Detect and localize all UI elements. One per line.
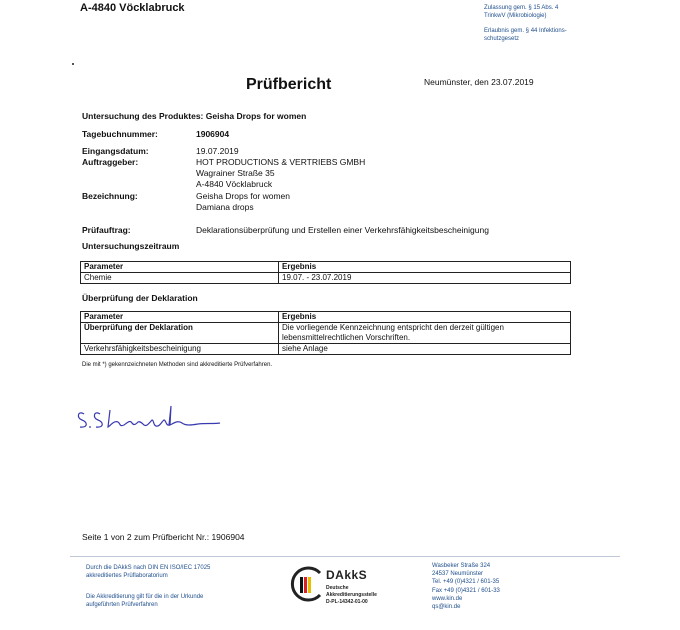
table-row bbox=[81, 344, 571, 355]
pruefauftrag-label: Prüfauftrag: bbox=[82, 225, 131, 235]
signature bbox=[74, 396, 224, 441]
result-line: Die vorliegende Kennzeichnung entspricht den derzeit gültigen bbox=[282, 323, 504, 332]
table-cell: Überprüfung der Deklaration bbox=[81, 323, 279, 344]
footer-line: akkreditiertes Prüflaboratorium bbox=[86, 573, 168, 579]
logo-line: Akkreditierungsstelle bbox=[326, 592, 377, 598]
table-cell bbox=[279, 323, 571, 344]
contact-line: Tel. +49 (0)4321 / 601-35 bbox=[432, 579, 500, 586]
footer-divider bbox=[70, 556, 620, 557]
pruefauftrag-value: Deklarationsüberprüfung und Erstellen einer Verkehrsfähigkeitsbescheinigung bbox=[196, 225, 489, 235]
report-title: Prüfbericht bbox=[246, 76, 332, 93]
contact-line: 24537 Neumünster bbox=[432, 571, 484, 578]
website-link[interactable]: www.kin.de bbox=[432, 595, 463, 602]
auftrag-line: A-4840 Vöcklabruck bbox=[196, 179, 273, 189]
table-row bbox=[81, 273, 571, 284]
table-cell: siehe Anlage bbox=[279, 344, 571, 355]
page-info: Seite 1 von 2 zum Prüfbericht Nr.: 1906904 bbox=[82, 532, 245, 542]
column-header-parameter: Parameter bbox=[81, 312, 279, 323]
bezeichnung-line: Geisha Drops for women bbox=[196, 191, 291, 201]
table-cell: 19.07. - 23.07.2019 bbox=[279, 273, 571, 284]
accreditation-note-line: Zulassung gem. § 15 Abs. 4 bbox=[484, 5, 559, 11]
table-row bbox=[81, 323, 571, 344]
fold-mark bbox=[72, 63, 74, 65]
accreditation-note-line: Erlaubnis gem. § 44 Infektions- bbox=[484, 28, 567, 34]
table-cell: Chemie bbox=[81, 273, 279, 284]
deklaration-heading: Überprüfung der Deklaration bbox=[82, 293, 198, 303]
dakks-logo bbox=[286, 565, 406, 615]
footer-line: Durch die DAkkS nach DIN EN ISO/IEC 17025 bbox=[86, 565, 211, 571]
email-link[interactable]: qs@kin.de bbox=[432, 604, 461, 611]
tagebuch-value: 1906904 bbox=[196, 129, 230, 139]
eingang-label: Eingangsdatum: bbox=[82, 146, 149, 156]
logo-line: D-PL-14342-01-00 bbox=[326, 599, 368, 605]
table-header-row bbox=[81, 262, 571, 273]
footer-line: Die Akkreditierung gilt für die in der Urkunde bbox=[86, 594, 204, 600]
logo-wordmark: DAkkS bbox=[326, 568, 368, 582]
column-header-parameter: Parameter bbox=[81, 262, 279, 273]
report-date: Neumünster, den 23.07.2019 bbox=[424, 77, 534, 87]
auftrag-label: Auftraggeber: bbox=[82, 157, 139, 167]
accreditation-note-line: schutzgesetz bbox=[484, 36, 520, 42]
auftrag-line: Wagrainer Straße 35 bbox=[196, 168, 275, 178]
logo-line: Deutsche bbox=[326, 585, 349, 591]
signature-graphic bbox=[74, 396, 224, 436]
footer-line: aufgeführten Prüfverfahren bbox=[86, 602, 158, 608]
contact-line: Wasbeker Straße 324 bbox=[432, 563, 491, 569]
zeitraum-table bbox=[80, 261, 571, 284]
eingang-value: 19.07.2019 bbox=[196, 146, 239, 156]
report-subject: Untersuchung des Produktes: Geisha Drops for women bbox=[82, 111, 307, 121]
footnote: Die mit *) gekennzeichneten Methoden sind akkreditierte Prüfverfahren. bbox=[82, 362, 273, 368]
dakks-emblem-icon bbox=[286, 565, 326, 603]
table-cell: Verkehrsfähigkeitsbescheinigung bbox=[81, 344, 279, 355]
zeitraum-heading: Untersuchungszeitraum bbox=[82, 241, 180, 251]
table-header-row bbox=[81, 312, 571, 323]
auftrag-line: HOT PRODUCTIONS & VERTRIEBS GMBH bbox=[196, 157, 366, 167]
result-line: lebensmittelrechtlichen Vorschriften. bbox=[282, 333, 411, 342]
column-header-ergebnis: Ergebnis bbox=[279, 262, 571, 273]
tagebuch-label: Tagebuchnummer: bbox=[82, 129, 158, 139]
accreditation-note-line: TrinkwV (Mikrobiologie) bbox=[484, 13, 547, 19]
deklaration-table bbox=[80, 311, 571, 355]
bezeichnung-line: Damiana drops bbox=[196, 202, 254, 212]
lab-contact-block bbox=[432, 562, 500, 611]
contact-line: Fax +49 (0)4321 / 601-33 bbox=[432, 587, 500, 594]
sender-address: A-4840 Vöcklabruck bbox=[80, 2, 185, 14]
bezeichnung-label: Bezeichnung: bbox=[82, 191, 138, 201]
column-header-ergebnis: Ergebnis bbox=[279, 312, 571, 323]
